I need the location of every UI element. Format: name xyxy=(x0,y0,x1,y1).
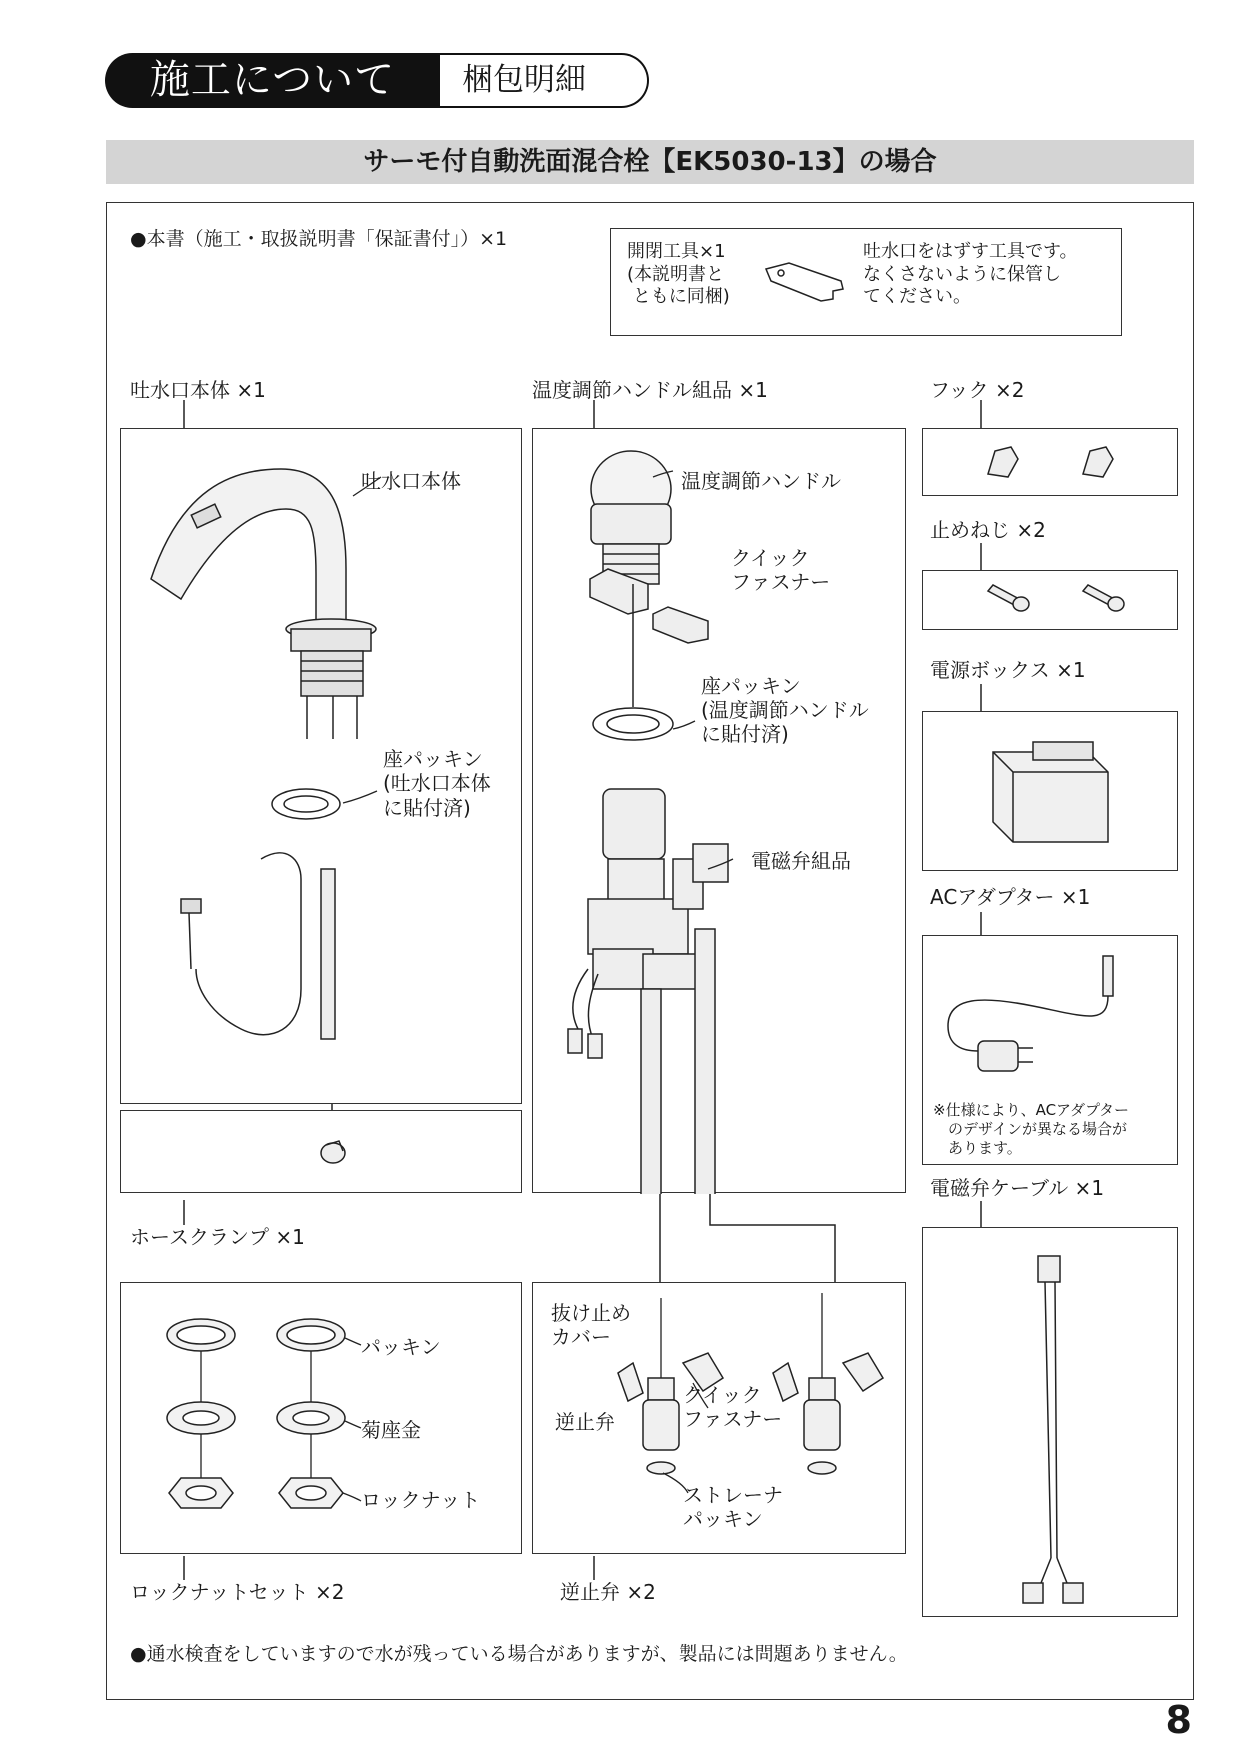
hook-title: フック ×2 xyxy=(930,378,1025,402)
page-number: 8 xyxy=(1165,1698,1192,1742)
spout-packing-label: 座パッキン (吐水口本体 に貼付済) xyxy=(383,747,491,820)
hose-clamp-title: ホースクランプ ×1 xyxy=(130,1225,305,1249)
handle-illustration xyxy=(533,429,907,1194)
ac-adapter-title: ACアダプター ×1 xyxy=(930,885,1091,909)
locknut-nut-label: ロックナット xyxy=(361,1488,481,1512)
screw-title: 止めねじ ×2 xyxy=(930,518,1046,542)
manual-note: ●本書（施工・取扱説明書「保証書付」）×1 xyxy=(130,228,508,250)
section-title: 施工について xyxy=(105,53,440,108)
spout-title: 吐水口本体 ×1 xyxy=(130,378,266,402)
strainer-packing-label: ストレーナ パッキン xyxy=(683,1483,783,1531)
spout-box xyxy=(120,428,522,1104)
locknut-box xyxy=(120,1282,522,1554)
check-valve-fastener-label: クイック ファスナー xyxy=(683,1383,783,1431)
handle-label: 温度調節ハンドル xyxy=(681,469,841,493)
screw-box xyxy=(922,570,1178,630)
footer-note: ●通水検査をしていますので水が残っている場合がありますが、製品には問題ありません。 xyxy=(130,1643,908,1665)
valve-cable-icon xyxy=(923,1228,1179,1618)
check-valve-label: 逆止弁 xyxy=(555,1410,615,1434)
locknut-packing-label: パッキン xyxy=(361,1335,441,1359)
hook-box xyxy=(922,428,1178,496)
tool-description: 吐水口をはずす工具です。 なくさないように保管し てください。 xyxy=(863,241,1078,307)
ac-adapter-box xyxy=(922,935,1178,1165)
locknut-title: ロックナットセット ×2 xyxy=(130,1580,345,1604)
locknut-washer-label: 菊座金 xyxy=(361,1418,421,1442)
check-valve-box xyxy=(532,1282,906,1554)
valve-cable-title: 電磁弁ケーブル ×1 xyxy=(930,1176,1105,1200)
check-valve-title: 逆止弁 ×2 xyxy=(560,1580,656,1604)
hook-icons xyxy=(923,429,1179,497)
power-box-box xyxy=(922,711,1178,871)
screw-icons xyxy=(923,571,1179,631)
valve-cable-box xyxy=(922,1227,1178,1617)
handle-fastener-label: クイック ファスナー xyxy=(731,546,831,594)
hose-clamp-icon xyxy=(121,1111,523,1194)
handle-packing-label: 座パッキン (温度調節ハンドル に貼付済) xyxy=(701,674,869,746)
power-box-icon xyxy=(923,712,1179,872)
handle-box xyxy=(532,428,906,1193)
section-subtitle: 梱包明細 xyxy=(440,53,649,108)
hose-clamp-box xyxy=(120,1110,522,1193)
ac-adapter-note: ※仕様により、ACアダプター のデザインが異なる場合が あります。 xyxy=(933,1101,1129,1157)
power-box-title: 電源ボックス ×1 xyxy=(930,658,1086,682)
locknut-illustration xyxy=(121,1283,523,1555)
tool-label: 開閉工具×1 (本説明書と ともに同梱) xyxy=(627,241,730,307)
handle-title: 温度調節ハンドル組品 ×1 xyxy=(532,378,768,402)
model-banner: サーモ付自動洗面混合栓【EK5030-13】の場合 xyxy=(106,140,1194,184)
check-valve-cover-label: 抜け止め カバー xyxy=(551,1301,631,1349)
spout-body-label: 吐水口本体 xyxy=(361,469,461,493)
tool-box xyxy=(610,228,1122,336)
solenoid-valve-label: 電磁弁組品 xyxy=(751,849,851,873)
